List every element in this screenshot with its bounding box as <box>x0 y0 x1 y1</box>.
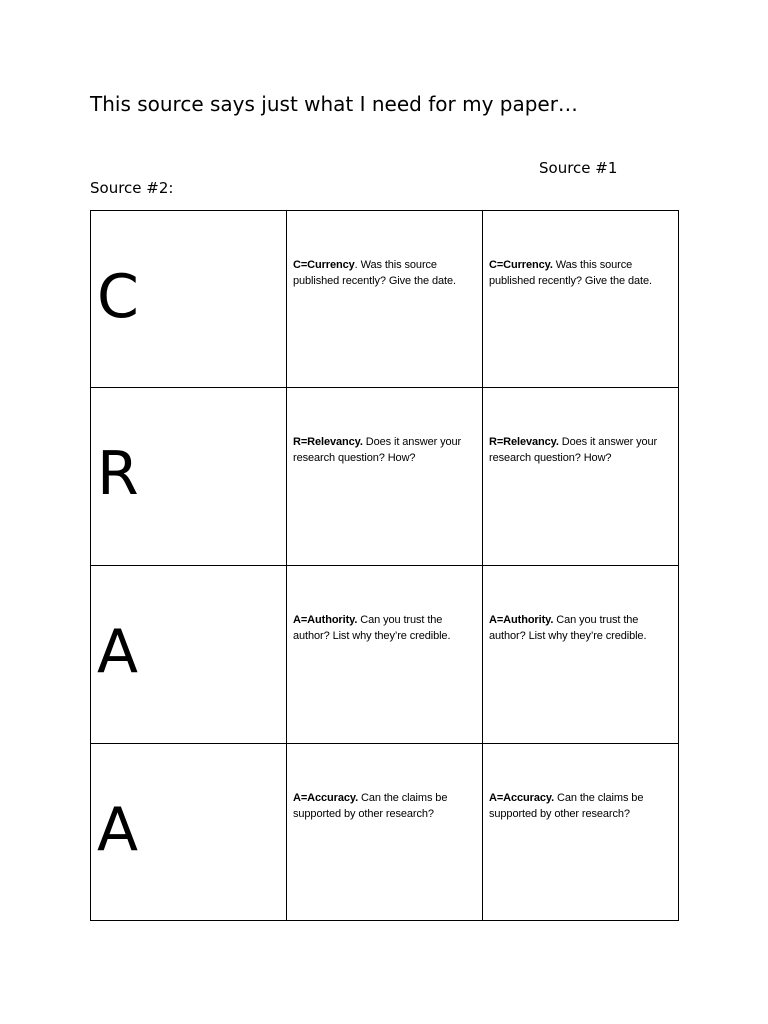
accuracy-term: A=Accuracy. <box>293 792 359 804</box>
currency-term: C=Currency <box>293 259 355 271</box>
accuracy-question: Can the claims be supported by other research? <box>293 792 448 820</box>
letter-a-authority: A <box>97 617 139 687</box>
source-2-cell-accuracy[interactable] <box>483 744 679 921</box>
letter-c: C <box>97 262 139 332</box>
relevancy-term: R=Relevancy. <box>489 436 559 448</box>
accuracy-prompt <box>483 744 678 822</box>
accuracy-term: A=Accuracy. <box>489 792 555 804</box>
authority-question: Can you trust the author? List why they’re credible. <box>293 614 451 642</box>
relevancy-term: R=Relevancy. <box>293 436 363 448</box>
relevancy-prompt <box>483 388 678 466</box>
table-row-relevancy <box>91 388 679 566</box>
source-1-cell-currency[interactable] <box>287 211 483 388</box>
relevancy-question: Does it answer your research question? How? <box>489 436 658 464</box>
crap-evaluation-table <box>90 210 679 921</box>
letter-r: R <box>97 439 139 509</box>
source-2-label: Source #2: <box>90 179 174 197</box>
table-row-authority <box>91 566 679 744</box>
source-2-cell-relevancy[interactable] <box>483 388 679 566</box>
letter-cell <box>91 744 287 921</box>
letter-cell <box>91 388 287 566</box>
source-1-cell-relevancy[interactable] <box>287 388 483 566</box>
currency-prompt <box>287 211 482 289</box>
currency-question: Was this source published recently? Give the date. <box>489 259 652 287</box>
source-2-cell-currency[interactable] <box>483 211 679 388</box>
authority-question: Can you trust the author? List why they’re credible. <box>489 614 647 642</box>
authority-term: A=Authority. <box>293 614 358 626</box>
letter-a-accuracy: A <box>97 795 139 865</box>
currency-prompt <box>483 211 678 289</box>
currency-question: . Was this source published recently? Give the date. <box>293 259 456 287</box>
table-row-currency <box>91 211 679 388</box>
relevancy-prompt <box>287 388 482 466</box>
source-1-cell-authority[interactable] <box>287 566 483 744</box>
source-2-cell-authority[interactable] <box>483 566 679 744</box>
letter-cell <box>91 566 287 744</box>
accuracy-prompt <box>287 744 482 822</box>
relevancy-question: Does it answer your research question? How? <box>293 436 462 464</box>
authority-term: A=Authority. <box>489 614 554 626</box>
source-1-cell-accuracy[interactable] <box>287 744 483 921</box>
table-row-accuracy <box>91 744 679 921</box>
source-1-label: Source #1 <box>539 159 618 177</box>
page-title: This source says just what I need for my paper… <box>90 92 578 116</box>
authority-prompt <box>483 566 678 644</box>
accuracy-question: Can the claims be supported by other research? <box>489 792 644 820</box>
authority-prompt <box>287 566 482 644</box>
letter-cell <box>91 211 287 388</box>
currency-term: C=Currency. <box>489 259 553 271</box>
